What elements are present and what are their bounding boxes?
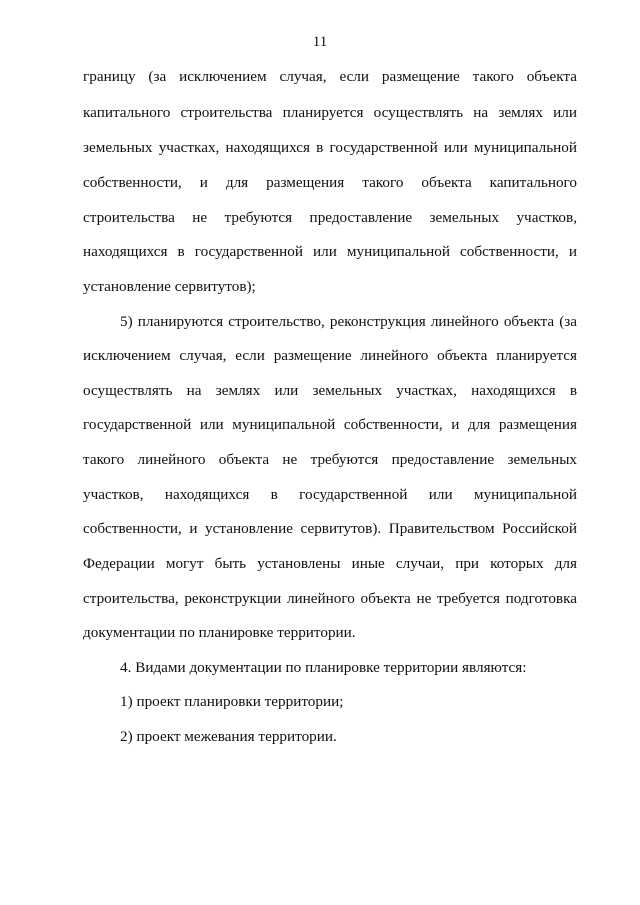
text-line: земельных участках, находящихся в государственной или муниципальной — [83, 139, 577, 156]
text-line: документации по планировке территории. — [83, 624, 356, 641]
text-line: находящихся в государственной или муниципальной собственности, и — [83, 243, 577, 260]
text-line: такого линейного объекта не требуются предоставление земельных — [83, 451, 577, 468]
text-line: Федерации могут быть установлены иные случаи, при которых для — [83, 555, 577, 572]
page-number: 11 — [312, 34, 328, 50]
text-line: государственной или муниципальной собственности, и для размещения — [83, 416, 577, 433]
text-line: границу (за исключением случая, если размещение такого объекта — [83, 68, 577, 85]
text-line: 1) проект планировки территории; — [120, 693, 344, 710]
text-line: 4. Видами документации по планировке территории являются: — [120, 659, 527, 676]
text-line: исключением случая, если размещение линейного объекта планируется — [83, 347, 577, 364]
text-line: 2) проект межевания территории. — [120, 728, 337, 745]
text-line: строительства, реконструкции линейного объекта не требуется подготовка — [83, 590, 577, 607]
text-line: участков, находящихся в государственной или муниципальной — [83, 486, 577, 503]
text-line: осуществлять на землях или земельных участках, находящихся в — [83, 382, 577, 399]
text-line: собственности, и для размещения такого объекта капитального — [83, 174, 577, 191]
text-line: установление сервитутов); — [83, 278, 256, 295]
text-line: строительства не требуются предоставление земельных участков, — [83, 209, 577, 226]
text-line: капитального строительства планируется осуществлять на землях или — [83, 104, 577, 121]
text-line: собственности, и установление сервитутов). Правительством Российской — [83, 520, 577, 537]
text-line: 5) планируются строительство, реконструкция линейного объекта (за — [120, 313, 577, 330]
